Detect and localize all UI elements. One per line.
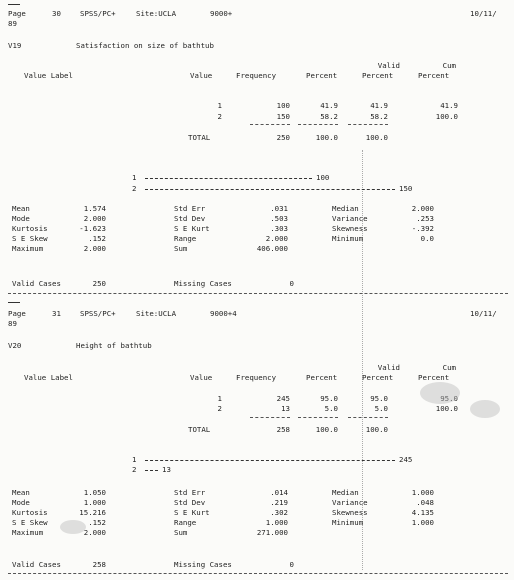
sum-rule	[348, 124, 388, 125]
total-label: TOTAL	[188, 133, 211, 142]
stat-value: 1.574	[83, 204, 106, 213]
col-valid-bottom: Percent	[362, 71, 394, 80]
total-percent: 100.0	[315, 133, 338, 142]
stat-value: 1.050	[83, 488, 106, 497]
print-date: 10/11/	[470, 309, 497, 318]
hist-value: 2	[132, 184, 137, 193]
variable-label: Height of bathtub	[76, 341, 152, 350]
stat-value: .503	[270, 214, 288, 223]
hist-count: 100	[316, 173, 330, 182]
top-mark	[8, 302, 20, 303]
stat-value: 1.000	[265, 518, 288, 527]
row-valid-percent: 41.9	[370, 101, 388, 110]
total-percent: 100.0	[315, 425, 338, 434]
stat-value: .152	[88, 234, 106, 243]
col-cum-top: Cum	[442, 61, 456, 70]
stat-name: S E Kurt	[174, 508, 210, 517]
col-value: Value	[190, 71, 213, 80]
valid-cases-value: 258	[92, 560, 106, 569]
col-frequency: Frequency	[236, 373, 277, 382]
stat-value: .219	[270, 498, 288, 507]
variable-name: V20	[8, 341, 22, 350]
row-frequency: 245	[276, 394, 290, 403]
total-label: TOTAL	[188, 425, 211, 434]
sum-rule	[250, 124, 290, 125]
sum-rule	[250, 417, 290, 418]
missing-cases-value: 0	[289, 560, 294, 569]
col-percent: Percent	[306, 373, 338, 382]
hist-bar	[145, 470, 158, 471]
stat-value: .302	[270, 508, 288, 517]
stat-name: Kurtosis	[12, 224, 48, 233]
site-code: 9000+	[210, 9, 233, 18]
stat-value: 4.135	[411, 508, 434, 517]
stat-name: Variance	[332, 498, 368, 507]
col-percent: Percent	[306, 71, 338, 80]
stat-value: -.392	[411, 224, 434, 233]
stat-value: .152	[88, 518, 106, 527]
total-valid-percent: 100.0	[365, 425, 388, 434]
stat-name: Mean	[12, 488, 30, 497]
print-year: 89	[8, 19, 17, 28]
stat-name: Mode	[12, 214, 30, 223]
stat-value: 2.000	[411, 204, 434, 213]
row-frequency: 13	[281, 404, 290, 413]
stat-value: .014	[270, 488, 288, 497]
row-value: 1	[217, 394, 222, 403]
row-value: 2	[217, 112, 222, 121]
stat-value: 15.216	[79, 508, 106, 517]
print-date: 10/11/	[470, 9, 497, 18]
print-year: 89	[8, 319, 17, 328]
stat-name: Skewness	[332, 224, 368, 233]
stat-name: S E Skew	[12, 518, 48, 527]
stat-value: 1.000	[411, 518, 434, 527]
total-valid-percent: 100.0	[365, 133, 388, 142]
col-cum-top: Cum	[442, 363, 456, 372]
stat-name: Mode	[12, 498, 30, 507]
page-word: Page	[8, 309, 26, 318]
top-mark	[8, 4, 20, 5]
hist-bar	[145, 460, 395, 461]
row-cum-percent: 100.0	[435, 404, 458, 413]
row-valid-percent: 95.0	[370, 394, 388, 403]
stat-value: .303	[270, 224, 288, 233]
stat-name: Std Dev	[174, 498, 206, 507]
stat-value: 2.000	[265, 234, 288, 243]
section-rule	[8, 573, 508, 574]
row-valid-percent: 5.0	[374, 404, 388, 413]
row-cum-percent: 41.9	[440, 101, 458, 110]
row-cum-percent: 100.0	[435, 112, 458, 121]
stat-value: .253	[416, 214, 434, 223]
valid-cases-label: Valid Cases	[12, 279, 61, 288]
stat-value: 1.000	[411, 488, 434, 497]
stat-name: Minimum	[332, 234, 364, 243]
col-cum-bottom: Percent	[418, 373, 450, 382]
col-valid-bottom: Percent	[362, 373, 394, 382]
stat-name: Std Dev	[174, 214, 206, 223]
stat-value: 2.000	[83, 214, 106, 223]
stat-name: Median	[332, 488, 359, 497]
stat-value: 2.000	[83, 528, 106, 537]
hist-count: 245	[399, 455, 413, 464]
stat-name: Skewness	[332, 508, 368, 517]
page-word: Page	[8, 9, 26, 18]
stat-name: S E Kurt	[174, 224, 210, 233]
valid-cases-value: 250	[92, 279, 106, 288]
stat-name: Minimum	[332, 518, 364, 527]
stat-name: Range	[174, 234, 197, 243]
stat-name: Std Err	[174, 488, 206, 497]
sum-rule	[348, 417, 388, 418]
hist-value: 1	[132, 173, 137, 182]
col-value-label: Value Label	[24, 71, 73, 80]
site-code: 9000+4	[210, 309, 237, 318]
scan-noise	[420, 382, 460, 404]
stat-value: 0.0	[420, 234, 434, 243]
sum-rule	[298, 417, 338, 418]
total-frequency: 250	[276, 133, 290, 142]
stat-name: S E Skew	[12, 234, 48, 243]
row-cum-percent: 95.0	[440, 394, 458, 403]
col-value: Value	[190, 373, 213, 382]
site-name: Site:UCLA	[136, 309, 177, 318]
page-number: 31	[52, 309, 61, 318]
scan-noise	[60, 520, 86, 534]
hist-bar	[145, 178, 312, 179]
variable-label: Satisfaction on size of bathtub	[76, 41, 214, 50]
row-value: 2	[217, 404, 222, 413]
col-cum-bottom: Percent	[418, 71, 450, 80]
site-name: Site:UCLA	[136, 9, 177, 18]
stat-value: 271.000	[256, 528, 288, 537]
hist-count: 13	[162, 465, 171, 474]
program-name: SPSS/PC+	[80, 9, 116, 18]
row-percent: 95.0	[320, 394, 338, 403]
col-frequency: Frequency	[236, 71, 277, 80]
stat-name: Sum	[174, 244, 188, 253]
stat-name: Variance	[332, 214, 368, 223]
stat-name: Maximum	[12, 244, 44, 253]
col-valid-top: Valid	[377, 363, 400, 372]
missing-cases-label: Missing Cases	[174, 279, 232, 288]
row-frequency: 150	[276, 112, 290, 121]
page-number: 30	[52, 9, 61, 18]
valid-cases-label: Valid Cases	[12, 560, 61, 569]
stat-name: Sum	[174, 528, 188, 537]
row-valid-percent: 58.2	[370, 112, 388, 121]
hist-count: 150	[399, 184, 413, 193]
hist-value: 1	[132, 455, 137, 464]
row-value: 1	[217, 101, 222, 110]
stat-name: Range	[174, 518, 197, 527]
stat-value: -1.623	[79, 224, 106, 233]
stat-name: Median	[332, 204, 359, 213]
stat-name: Std Err	[174, 204, 206, 213]
stat-name: Kurtosis	[12, 508, 48, 517]
scan-noise	[470, 400, 500, 418]
row-percent: 5.0	[324, 404, 338, 413]
fold-crease	[362, 150, 363, 570]
total-frequency: 258	[276, 425, 290, 434]
missing-cases-label: Missing Cases	[174, 560, 232, 569]
col-value-label: Value Label	[24, 373, 73, 382]
stat-value: 2.000	[83, 244, 106, 253]
missing-cases-value: 0	[289, 279, 294, 288]
row-frequency: 100	[276, 101, 290, 110]
program-name: SPSS/PC+	[80, 309, 116, 318]
stat-value: .031	[270, 204, 288, 213]
stat-name: Mean	[12, 204, 30, 213]
row-percent: 58.2	[320, 112, 338, 121]
variable-name: V19	[8, 41, 22, 50]
hist-value: 2	[132, 465, 137, 474]
col-valid-top: Valid	[377, 61, 400, 70]
stat-value: 406.000	[256, 244, 288, 253]
row-percent: 41.9	[320, 101, 338, 110]
hist-bar	[145, 189, 395, 190]
stat-name: Maximum	[12, 528, 44, 537]
sum-rule	[298, 124, 338, 125]
stat-value: 1.000	[83, 498, 106, 507]
stat-value: .048	[416, 498, 434, 507]
section-rule	[8, 293, 508, 294]
